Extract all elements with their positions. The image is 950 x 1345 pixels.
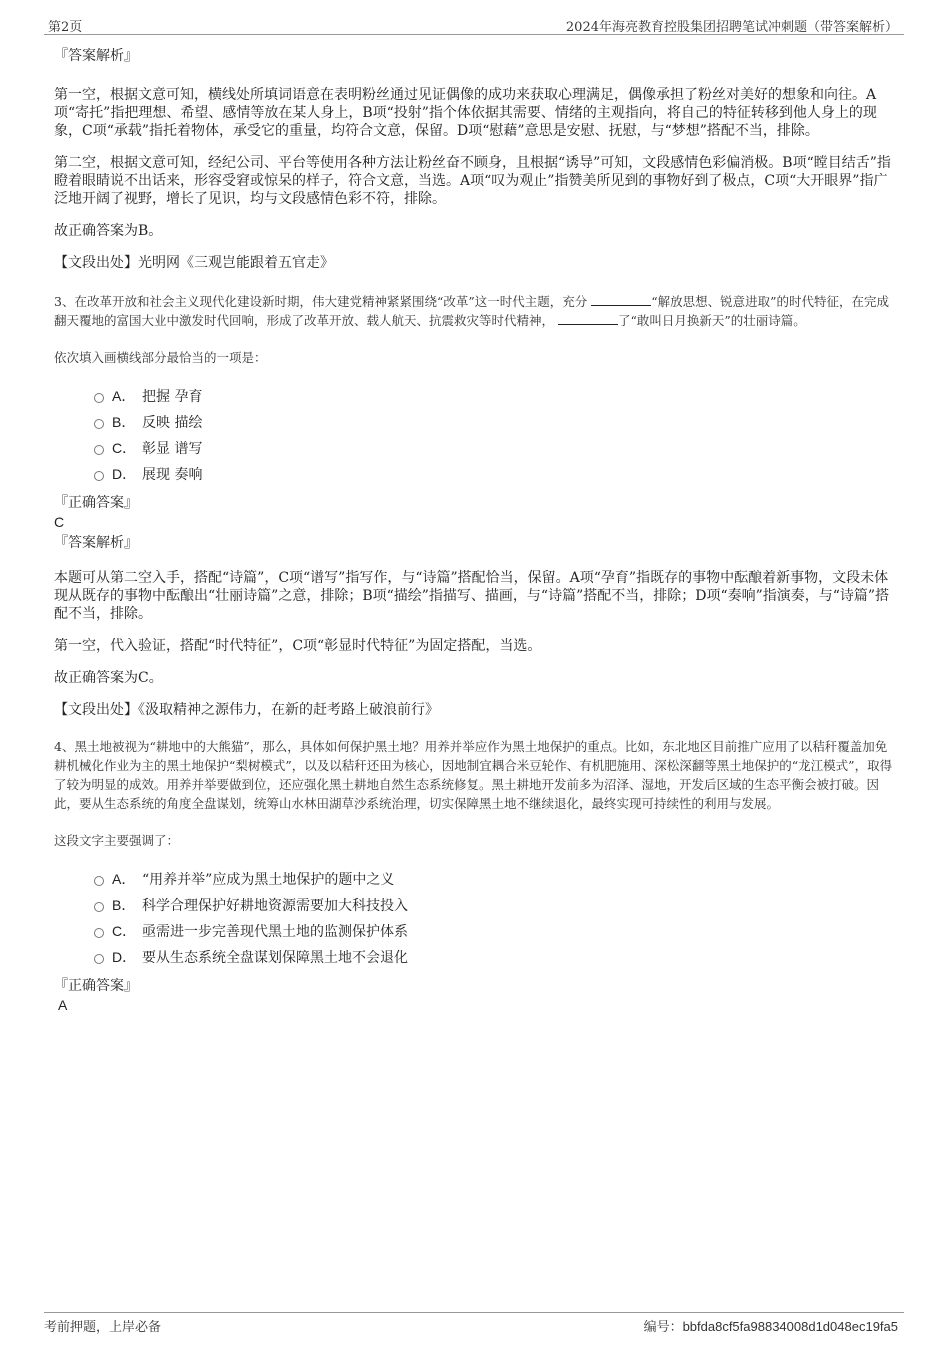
radio-button[interactable]: [94, 445, 104, 455]
option-a[interactable]: A． 把握 孕育: [94, 383, 894, 409]
analysis-label: 『答案解析』: [54, 48, 138, 64]
radio-button[interactable]: [94, 419, 104, 429]
option-d[interactable]: D． 展现 奏响: [94, 461, 894, 487]
source-note: 【文段出处】《汲取精神之源伟力，在新的赶考路上破浪前行》: [54, 702, 439, 718]
answer-blank: [558, 312, 618, 325]
options-list: [94, 866, 894, 970]
page-footer: [44, 1312, 904, 1335]
source-note: 【文段出处】光明网《三观岂能跟着五官走》: [54, 255, 334, 271]
answer-blank: [591, 293, 651, 306]
document-body: [54, 40, 894, 1014]
options-list: [94, 383, 894, 487]
correct-answer: A: [58, 997, 68, 1013]
page-number: 第2页: [48, 20, 83, 35]
radio-button[interactable]: [94, 876, 104, 886]
correct-answer-label: 『正确答案』: [54, 495, 138, 511]
question-prompt: 依次填入画横线部分最恰当的一项是：: [54, 350, 267, 365]
option-c[interactable]: C． 彰显 谱写: [94, 435, 894, 461]
analysis-conclusion: 故正确答案为C。: [54, 670, 163, 686]
question-prompt: 这段文字主要强调了：: [54, 833, 180, 848]
question-3: [54, 292, 894, 719]
analysis-paragraph: 第一空，代入验证，搭配“时代特征”，C项“彰显时代特征”为固定搭配，当选。: [54, 638, 542, 654]
page-header: [44, 14, 904, 35]
analysis-paragraph: 第二空，根据文意可知，经纪公司、平台等使用各种方法让粉丝奋不顾身，且根据“诱导”可知，文段感情色彩偏消极。B项“瞠目结舌”指瞪着眼睛说不出话来，形容受窘或惊呆的样子，符合文意，当选。A项“叹为观止”指赞美所见到的事物好到了极点，C项“大开眼界”指广泛地开阔了视野，增长了见识，均与文段感情色彩不符，排除。: [54, 155, 891, 207]
radio-button[interactable]: [94, 928, 104, 938]
option-b[interactable]: B． 反映 描绘: [94, 409, 894, 435]
radio-button[interactable]: [94, 471, 104, 481]
document-title: 2024年海亮教育控股集团招聘笔试冲刺题（带答案解析）: [565, 20, 898, 35]
analysis-conclusion: 故正确答案为B。: [54, 223, 163, 239]
footer-slogan: 考前押题，上岸必备: [44, 1320, 162, 1335]
option-c[interactable]: C． 亟需进一步完善现代黑土地的监测保护体系: [94, 918, 894, 944]
question-text: 4、黑土地被视为“耕地中的大熊猫”，那么，具体如何保护黑土地？用养并举应作为黑土地保护的重点。比如，东北地区目前推广应用了以秸秆覆盖加免耕机械化作业为主的黑土地保护“梨树模式”，以及以秸秆还田为核心，因地制宜耦合米豆轮作、有机肥施用、深松深翻等黑土地保护的“龙江模式”，取得了较为明显的成效。用养并举要做到位，还应强化黑土耕地自然生态系统修复。黑土耕地开发前多为沼泽、湿地，开发后区域的生态平衡会被打破。因此，要从生态系统的角度全盘谋划，统筹山水林田湖草沙系统治理，切实保障黑土地不继续退化，最终实现可持续性的利用与发展。: [54, 739, 893, 811]
analysis-paragraph: 第一空，根据文意可知，横线处所填词语意在表明粉丝通过见证偶像的成功来获取心理满足，偶像承担了粉丝对美好的想象和向往。A项“寄托”指把理想、希望、感情等放在某人身上，B项“投射”指个体依据其需要、情绪的主观指向，将自己的特征转移到他人身上的现象，C项“承载”指托着物体，承受它的重量，均符合文意，保留。D项“慰藉”意思是安慰、抚慰，与“梦想”搭配不当，排除。: [54, 87, 877, 139]
question-4: [54, 737, 894, 1014]
question-text: 3、在改革开放和社会主义现代化建设新时期，伟大建党精神紧紧围绕“改革”这一时代主题，充分 “解放思想、锐意进取”的时代特征，在完成翻天覆地的富国大业中激发时代回响，形成了改革开放、载人航天、抗震救灾等时代精神， 了“敢叫日月换新天”的壮丽诗篇。: [54, 294, 890, 328]
analysis-paragraph: 本题可从第二空入手，搭配“诗篇”，C项“谱写”指写作，与“诗篇”搭配恰当，保留。A项“孕育”指既存的事物中酝酿着新事物，文段未体现从既存的事物中酝酿出“壮丽诗篇”之意，排除；B项“描绘”指描写、描画，与“诗篇”搭配不当，排除；D项“奏响”指演奏，与“诗篇”搭配不当，排除。: [54, 570, 890, 622]
option-b[interactable]: B． 科学合理保护好耕地资源需要加大科技投入: [94, 892, 894, 918]
radio-button[interactable]: [94, 393, 104, 403]
document-id: 编号：bbfda8cf5fa98834008d1d048ec19fa5: [643, 1319, 898, 1334]
option-a[interactable]: A． “用养并举”应成为黑土地保护的题中之义: [94, 866, 894, 892]
option-d[interactable]: D． 要从生态系统全盘谋划保障黑土地不会退化: [94, 944, 894, 970]
correct-answer: C: [54, 514, 65, 530]
analysis-label: 『答案解析』: [54, 535, 138, 551]
radio-button[interactable]: [94, 954, 104, 964]
radio-button[interactable]: [94, 902, 104, 912]
correct-answer-label: 『正确答案』: [54, 978, 138, 994]
